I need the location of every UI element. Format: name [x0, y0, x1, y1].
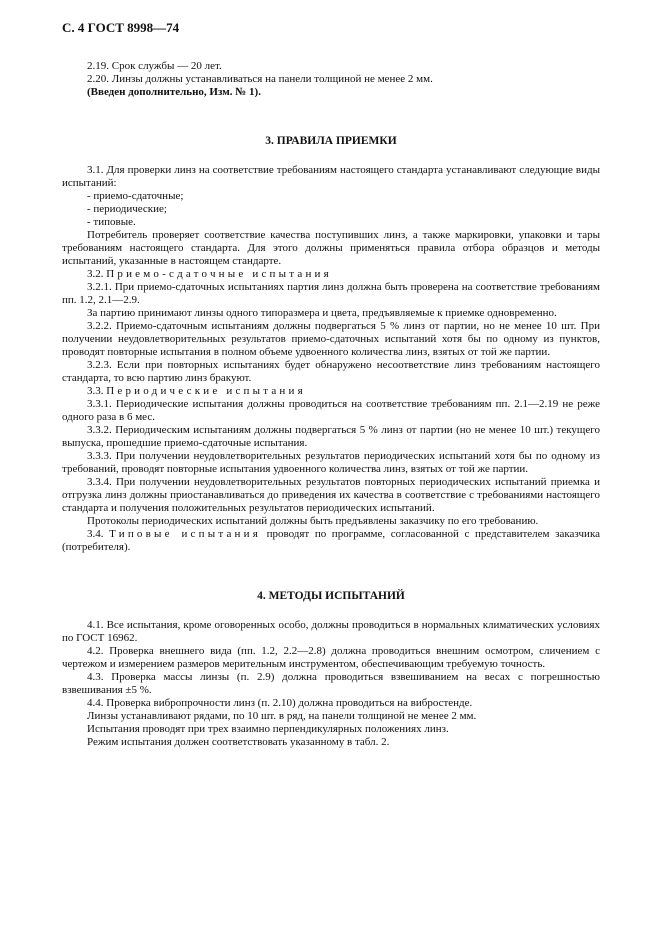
paragraph: 3.1. Для проверки линз на соответствие требованиям настоящего стандарта устанавливают следующие виды испытаний: [62, 164, 600, 189]
paragraph: Протоколы периодических испытаний должны быть предъявлены заказчику по его требованию. [87, 515, 539, 527]
paragraph: Потребитель проверяет соответствие качества поступивших линз, а также маркировки, упаковки и тары требованиям настоящего стандарта. Для этого должны применяться правила отбора образцов и методы испытаний, указанные в настоящем стандарте. [62, 229, 600, 267]
clause-number: 3.3. [87, 385, 107, 397]
paragraph: - приемо-сдаточные; [87, 190, 184, 202]
paragraph: 4.3. Проверка массы линзы (п. 2.9) должна проводиться взвешиванием на весах с погрешностью взвешивания ±5 %. [62, 671, 600, 696]
paragraph [62, 385, 600, 398]
paragraph: За партию принимают линзы одного типоразмера и цвета, предъявляемые к приемке одновременно. [87, 307, 557, 319]
page-header: С. 4 ГОСТ 8998—74 [62, 20, 180, 35]
section-heading: 4. МЕТОДЫ ИСПЫТАНИЙ [257, 590, 405, 602]
paragraph: 2.19. Срок службы — 20 лет. [87, 60, 222, 72]
paragraph: 4.2. Проверка внешнего вида (пп. 1.2, 2.2—2.8) должна проводиться внешним осмотром, сличением с чертежом и измерением размеров мерительным инструментом, обеспечивающим требуемую точность. [62, 645, 600, 670]
paragraph: 3.2.1. При приемо-сдаточных испытаниях партия линз должна быть проверена на соответствие требованиям пп. 1.2, 2.1—2.9. [62, 281, 600, 306]
document-body [62, 60, 600, 749]
clause-number: 3.2. [87, 268, 107, 280]
paragraph: (Введен дополнительно, Изм. № 1). [87, 86, 261, 98]
spaced-subheading: Периодические испытания [106, 385, 306, 397]
paragraph: 3.3.4. При получении неудовлетворительных результатов повторных периодических испытаний приемка и отгрузка линз должны приостанавливаться до приведения их качества в соответствие с требованиями настоящего стандарта и получения положительных результатов периодических испытаний. [62, 476, 600, 514]
paragraph: 3.3.3. При получении неудовлетворительных результатов периодических испытаний хотя бы по одному из требований, проводят повторные испытания удвоенного количества линз, взятых от той же партии. [62, 450, 600, 475]
paragraph: Режим испытания должен соответствовать указанному в табл. 2. [87, 736, 390, 748]
paragraph: 3.3.2. Периодическим испытаниям должны подвергаться 5 % линз от партии (но не менее 10 шт.) текущего выпуска, прошедшие приемо-сдаточные испытания. [62, 424, 600, 449]
paragraph [62, 528, 600, 554]
paragraph: 3.3.1. Периодические испытания должны проводиться на соответствие требованиям пп. 2.1—2.19 не реже одного раза в 6 мес. [62, 398, 600, 423]
paragraph: Линзы устанавливают рядами, по 10 шт. в ряд, на панели толщиной не менее 2 мм. [87, 710, 477, 722]
clause-text: проводят по программе, согласованной с представителем заказчика (потребителя). [62, 528, 600, 553]
paragraph: 3.2.3. Если при повторных испытаниях будет обнаружено несоответствие линз требованиям настоящего стандарта, то всю партию линз бракуют. [62, 359, 600, 384]
paragraph: 2.20. Линзы должны устанавливаться на панели толщиной не менее 2 мм. [87, 73, 433, 85]
paragraph: - типовые. [87, 216, 136, 228]
paragraph: Испытания проводят при трех взаимно перпендикулярных положениях линз. [87, 723, 449, 735]
section-heading: 3. ПРАВИЛА ПРИЕМКИ [265, 135, 397, 147]
clause-number: 3.4. [87, 528, 110, 540]
paragraph: 3.2.2. Приемо-сдаточным испытаниям должны подвергаться 5 % линз от партии, но не менее 10 шт. При получении неудовлетворительных результатов приемо-сдаточных испытаний хотя бы по одному из пунктов, проводят повторные испытания в полном объеме удвоенного количества линз, взятых от той же партии. [62, 320, 600, 358]
spaced-subheading: Приемо-сдаточные испытания [106, 268, 332, 280]
paragraph: - периодические; [87, 203, 167, 215]
paragraph: 4.1. Все испытания, кроме оговоренных особо, должны проводиться в нормальных климатических условиях по ГОСТ 16962. [62, 619, 600, 644]
paragraph: 4.4. Проверка вибропрочности линз (п. 2.10) должна проводиться на вибростенде. [87, 697, 473, 709]
spaced-subheading: Типовые испытания [109, 528, 261, 540]
paragraph [62, 268, 600, 281]
